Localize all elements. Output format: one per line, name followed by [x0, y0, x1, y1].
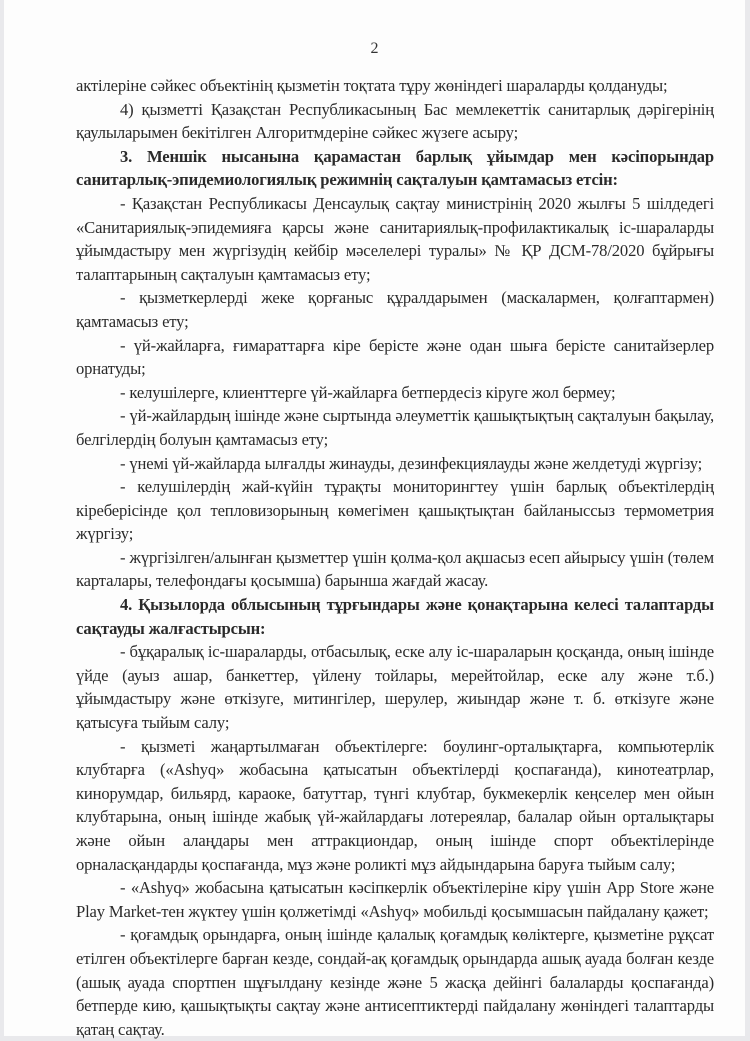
section-heading: 4. Қызылорда облысының тұрғындары және қонақтарына келесі талаптарды сақтауды жалғастырсын:	[76, 595, 714, 638]
document-body	[76, 74, 714, 1041]
paragraph: актілеріне сәйкес объектінің қызметін тоқтата тұру жөніндегі шараларды қолдануды;	[76, 76, 668, 95]
list-item: - үй-жайларға, ғимараттарға кіре берісте және одан шыға берісте санитайзерлер орнатуды;	[76, 335, 714, 379]
list-item: - жүргізілген/алынған қызметтер үшін қолма-қол ақшасыз есеп айырысу үшін (төлем карталары, телефондағы қосымша) барынша жағдай жасау.	[76, 547, 714, 591]
section-heading: 3. Меншік нысанына қарамастан барлық ұйымдар мен кәсіпорындар санитарлық-эпидемиологиялық режимнің сақталуын қамтамасыз етсін:	[76, 146, 714, 190]
list-item: - келушілерге, клиенттерге үй-жайларға бетпердесіз кіруге жол бермеу;	[120, 382, 616, 402]
document-page	[4, 0, 745, 1039]
list-item: - үй-жайлардың ішінде және сыртында әлеуметтік қашықтықтың сақталуын бақылау, белгілердің болуын қамтамасыз ету;	[76, 406, 714, 449]
list-item: - бұқаралық іс-шараларды, отбасылық, еске алу іс-шараларын қосқанда, оның ішінде үйде (ауыз ашар, банкеттер, үйлену тойлары, мерейтойлар, еске алу және т.б.) ұйымдастыру және өткізуге, митингілер, шерулер, жиындар және т. б. өткізуге және қатысуға тыйым салу;	[76, 642, 714, 733]
list-item: - қызметкерлерді жеке қорғаныс құралдарымен (маскалармен, қолғаптармен) қамтамасыз ету;	[76, 288, 714, 331]
list-item: - келушілердің жай-күйін тұрақты мониторингтеу үшін барлық объектілердің кіреберісінде қол тепловизорының көмегімен қашықтықтан байланыссыз термометрия жүргізу;	[76, 477, 714, 544]
list-item: - «Ashyq» жобасына қатысатын кәсіпкерлік объектілеріне кіру үшін App Store және Play Market-тен жүктеу үшін қолжетімді «Ashyq» мобильді қосымшасын пайдалану қажет;	[76, 878, 714, 921]
list-item: - Қазақстан Республикасы Денсаулық сақтау министрінің 2020 жылғы 5 шілдедегі «Санитариялық-эпидемияға қарсы және санитариялық-профилактикалық іс-шараларды ұйымдастыру мен жүргізудің кейбір мәселелері туралы» № ҚР ДСМ-78/2020 бұйрығы талаптарының сақталуын қамтамасыз ету;	[76, 193, 714, 284]
list-item: - үнемі үй-жайларда ылғалды жинауды, дезинфекциялауды және желдетуді жүргізу;	[120, 453, 703, 473]
list-item: - қоғамдық орындарға, оның ішінде қалалық қоғамдық көліктерге, қызметіне рұқсат етілген объектілерге барған кезде, сондай-ақ қоғамдық орындарда ашық ауада болған кезде (ашық ауада спортпен шұғылдану кезінде және 5 жасқа дейінгі балаларды қоспағанда) бетперде кию, қашықтықты сақтау және антисептиктерді пайдалану жөніндегі талаптарды қатаң сақтау.	[76, 925, 714, 1039]
list-item: - қызметі жаңартылмаған объектілерге: боулинг-орталықтарға, компьютерлік клубтарға («Ashyq» жобасына қатысатын объектілерді қоспағанда), кинотеатрлар, кинорумдар, бильярд, караоке, батуттар, түнгі клубтар, букмекерлік кеңселер мен ойын клубтарына, оның ішінде жабық үй-жайлардағы лотереялар, балалар ойын орталықтары және ойын алаңдары мен аттракциондар, оның ішінде спорт объектілерінде орналасқандарды қоспағанда, мұз және роликті мұз айдындарына баруға тыйым салу;	[76, 736, 714, 874]
page-number: 2	[370, 40, 379, 57]
paragraph: 4) қызметті Қазақстан Республикасының Бас мемлекеттік санитарлық дәрігерінің қаулыларымен бекітілген Алгоритмдеріне сәйкес жүзеге асыру;	[76, 99, 714, 143]
